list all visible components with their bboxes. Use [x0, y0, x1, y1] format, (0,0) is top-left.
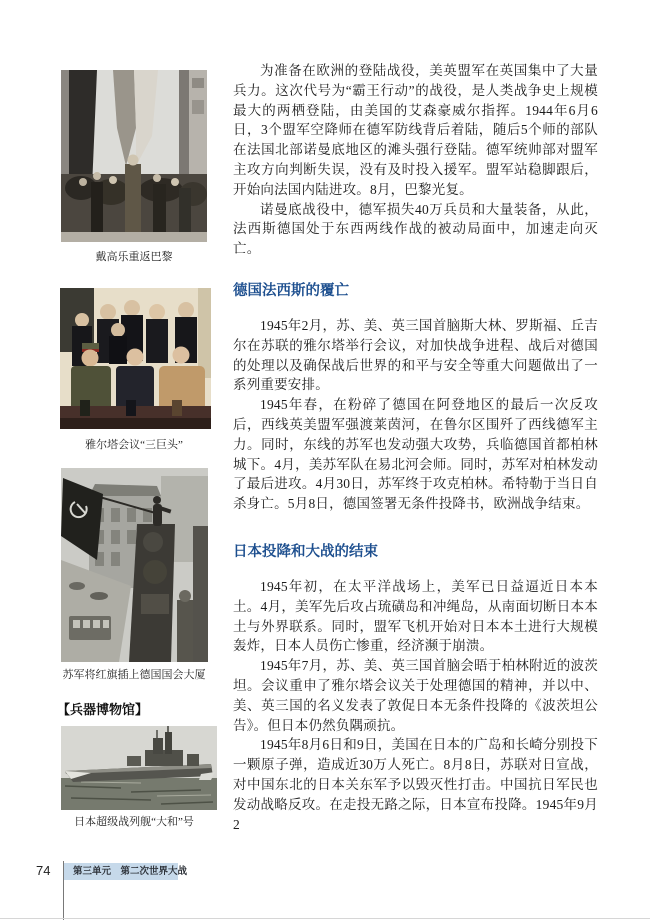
yamato-photo-illustration [61, 726, 217, 810]
yalta-photo [60, 288, 211, 429]
section2-paragraph-1: 1945年初，在太平洋战场上，美军已日益逼近日本本土。4月，美军先后攻占琉磺岛和冲绳岛，从南面切断日本本土与外界联系。同时，盟军飞机开始对日本本土进行大规模轰炸，日本人员伤亡惨重，经济濒于崩溃。 [233, 578, 598, 654]
reichstag-photo-illustration [61, 468, 208, 662]
main-text-column [233, 61, 598, 834]
page-bottom-edge [0, 918, 650, 919]
intro-paragraph-2: 诺曼底战役中，德军损失40万兵员和大量装备，从此，法西斯德国处于东西两线作战的被动局面中，加速走向灭亡。 [233, 201, 598, 257]
figure-caption-reichstag: 苏军将红旗插上德国国会大厦 [62, 669, 206, 681]
section1-paragraph-2: 1945年春，在粉碎了德国在阿登地区的最后一次反攻后，西线英美盟军强渡莱茵河，在鲁尔区围歼了西线德军主力。同时，东线的苏军也发动强大攻势，兵临德国首都柏林城下。4月，美苏军队在易北河会师。同时，苏军对柏林发动了最后进攻。4月30日，苏军终于攻克柏林。希特勒于当日自杀身亡。5月8日，德国签署无条件投降书，欧洲战争结束。 [233, 397, 598, 512]
section-heading-japan-surrender: 日本投降和大战的结束 [233, 543, 378, 560]
footer-unit-label: 第三单元 第二次世界大战 [73, 866, 188, 877]
intro-paragraph-1: 为准备在欧洲的登陆战役，美英盟军在英国集中了大量兵力。这次代号为“霸王行动”的战役，是人类战争史上规模最大的两栖登陆，由美国的艾森豪威尔指挥。1944年6月6日，3个盟军空降师在德军防线背后着陆，随后5个师的部队在法国北部诺曼底地区的滩头强行登陆。德军统帅部对盟军主攻方向判断失误，没有及时投入援军。盟军站稳脚跟后，开始向法国内陆进攻。8月，巴黎光复。 [233, 63, 598, 197]
degaulle-photo-illustration [61, 70, 207, 242]
figure-caption-yamato: 日本超级战列舰“大和”号 [74, 816, 194, 828]
section-heading-germany-collapse: 德国法西斯的覆亡 [233, 282, 349, 299]
section1-paragraph-1: 1945年2月，苏、美、英三国首脑斯大林、罗斯福、丘吉尔在苏联的雅尔塔举行会议，对加快战争进程、战后对德国的处理以及确保战后世界的和平与安全等重大问题做出了一系列重要安排。 [233, 317, 598, 393]
figure-caption-yalta: 雅尔塔会议“三巨头” [85, 439, 183, 451]
figure-caption-degaulle: 戴高乐重返巴黎 [95, 251, 173, 263]
section2-paragraph-3: 1945年8月6日和9日，美国在日本的广岛和长崎分别投下一颗原子弹，造成近30万人死亡。8月8日，苏联对日宣战，对中国东北的日本关东军予以毁灭性打击。中国抗日军民也发动战略反攻。在走投无路之际，日本宣布投降。1945年9月2 [233, 737, 598, 832]
degaulle-photo [61, 70, 207, 242]
yalta-photo-illustration [60, 288, 211, 429]
section2-paragraph-2: 1945年7月，苏、美、英三国首脑会晤于柏林附近的波茨坦。会议重申了雅尔塔会议关于处理德国的精神，并以中、美、英三国的名义发表了敦促日本无条件投降的《波茨坦公告》。但日本仍然负隅顽抗。 [233, 658, 598, 733]
museum-block-title: 【兵器博物馆】 [57, 702, 149, 717]
yamato-photo [61, 726, 217, 810]
footer-unit-band [64, 863, 188, 880]
reichstag-photo [61, 468, 208, 662]
page-number: 74 [36, 863, 51, 878]
